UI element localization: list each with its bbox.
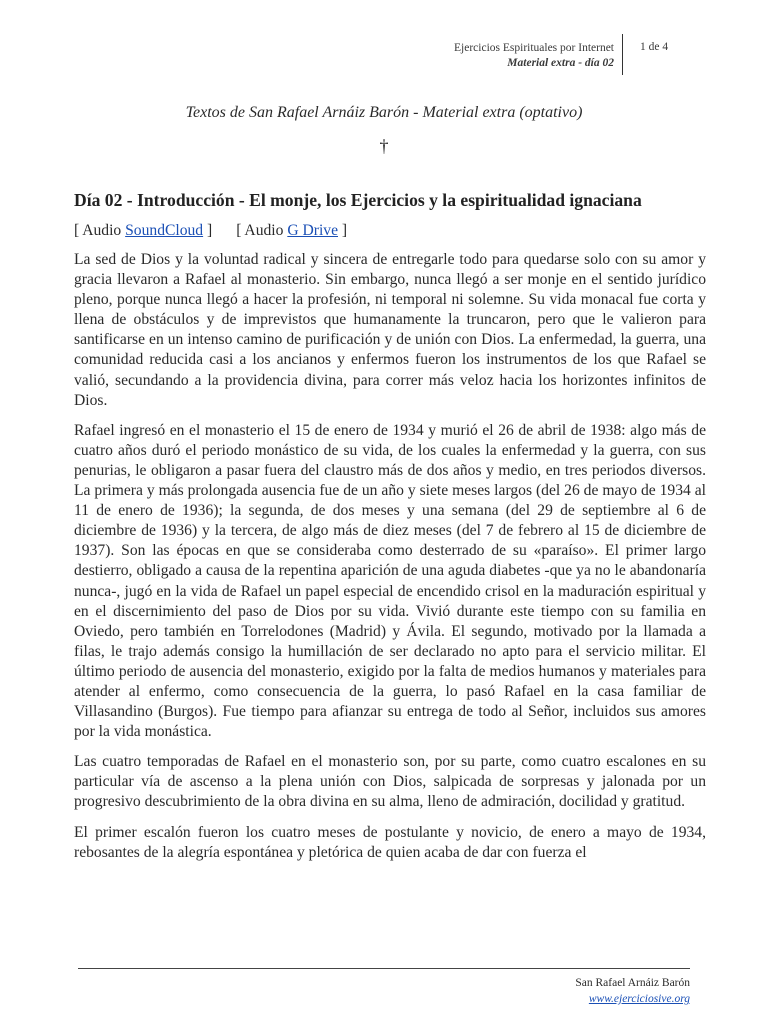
document-subtitle: Textos de San Rafael Arnáiz Barón - Material extra (optativo) — [185, 104, 583, 121]
audio-suffix-1: ] — [203, 222, 213, 239]
header-divider — [622, 34, 623, 75]
footer-website-link[interactable]: www.ejerciciosive.org — [588, 993, 690, 1005]
day-title: Día 02 - Introducción - El monje, los Ejercicios y la espiritualidad ignaciana — [74, 190, 642, 210]
audio-suffix-2: ] — [338, 222, 348, 239]
paragraph-3: Las cuatro temporadas de Rafael en el monasterio son, por su parte, como cuatro escalones en su particular vía de ascenso a la plena unión con Dios, salpicada de sorpresas y jalonada por un progresivo descubrimiento de la obra divina en su alma, lleno de admiración, docilidad y gratitud. — [74, 753, 706, 811]
cross-icon: † — [379, 136, 389, 156]
page-header — [0, 34, 768, 78]
soundcloud-link[interactable]: SoundCloud — [125, 222, 204, 239]
paragraph-1: La sed de Dios y la voluntad radical y sincera de entregarle todo para quedarse solo con su amor y gracia llevaron a Rafael al monasterio. Sin embargo, nunca llegó a ser monje en el sentido jurídico pleno, porque nunca llegó a hacer la profesión, ni temporal ni solemne. Su vida monacal fue corta y llena de obstáculos y de imprevistos que humanamente la truncaron, pero que le valieron para santificarse en un intenso camino de purificación y de unión con Dios. La enfermedad, la guerra, una comunidad reducida casi a los ancianos y enfermos fueron los instrumentos de los que Rafael se valió, secundando a la providencia divina, para correr más veloz hacia los horizontes infinitos de Dios. — [74, 251, 706, 409]
course-title: Ejercicios Espirituales por Internet — [454, 42, 614, 54]
audio-prefix-1: [ Audio — [74, 222, 126, 239]
paragraph-2: Rafael ingresó en el monasterio el 15 de enero de 1934 y murió el 26 de abril de 1938: algo más de cuatro años duró el periodo monástico de su vida, de los cuales la enfermedad y la guerra, con sus penurias, le obligaron a pasar fuera del claustro más de dos años y medio, en tres periodos diversos. La primera y más prolongada ausencia fue de un año y siete meses largos (del 26 de mayo de 1934 al 11 de enero de 1936); la segunda, de dos meses y una semana (del 29 de septiembre al 6 de diciembre de 1936) y la tercera, de algo más de diez meses (del 7 de febrero al 15 de diciembre de 1937). Son las épocas en que se consideraba como desterrado de su «paraíso». El primer largo destierro, obligado a causa de la repentina aparición de una aguda diabetes -que ya no le abandonaría nunca-, jugó en la vida de Rafael un papel especial de encendido crisol en la maduración espiritual y en el discernimiento del paso de Dios por su vida. Vivió durante este tiempo con su familia en Oviedo, pero también en Torrelodones (Madrid) y Ávila. El segundo, motivado por la llamada a filas, le trajo además consigo la humillación de ser declarado no apto para el servicio militar. El último periodo de ausencia del monasterio, exigido por la falta de medios humanos y materiales para atender al enfermo, como consecuencia de la guerra, lo pasó Rafael en la casa familiar de Villasandino (Burgos). Fue tiempo para afianzar su entrega de todo al Señor, incluidos sus amores por la vida monástica. — [74, 421, 706, 741]
paragraph-4: El primer escalón fueron los cuatro meses de postulante y novicio, de enero a mayo de 1934, rebosantes de la alegría espontánea y pletórica de quien acaba de dar con fuerza el — [74, 823, 706, 861]
audio-prefix-2: [ Audio — [236, 222, 288, 239]
header-info — [454, 41, 614, 71]
page-footer — [575, 975, 690, 1007]
page-indicator: 1 de 4 — [640, 41, 669, 53]
gdrive-link[interactable]: G Drive — [287, 222, 338, 239]
footer-divider — [78, 968, 690, 969]
footer-author: San Rafael Arnáiz Barón — [575, 977, 690, 989]
audio-links — [74, 220, 706, 241]
document-body — [74, 188, 706, 873]
material-label: Material extra - día 02 — [507, 57, 614, 69]
